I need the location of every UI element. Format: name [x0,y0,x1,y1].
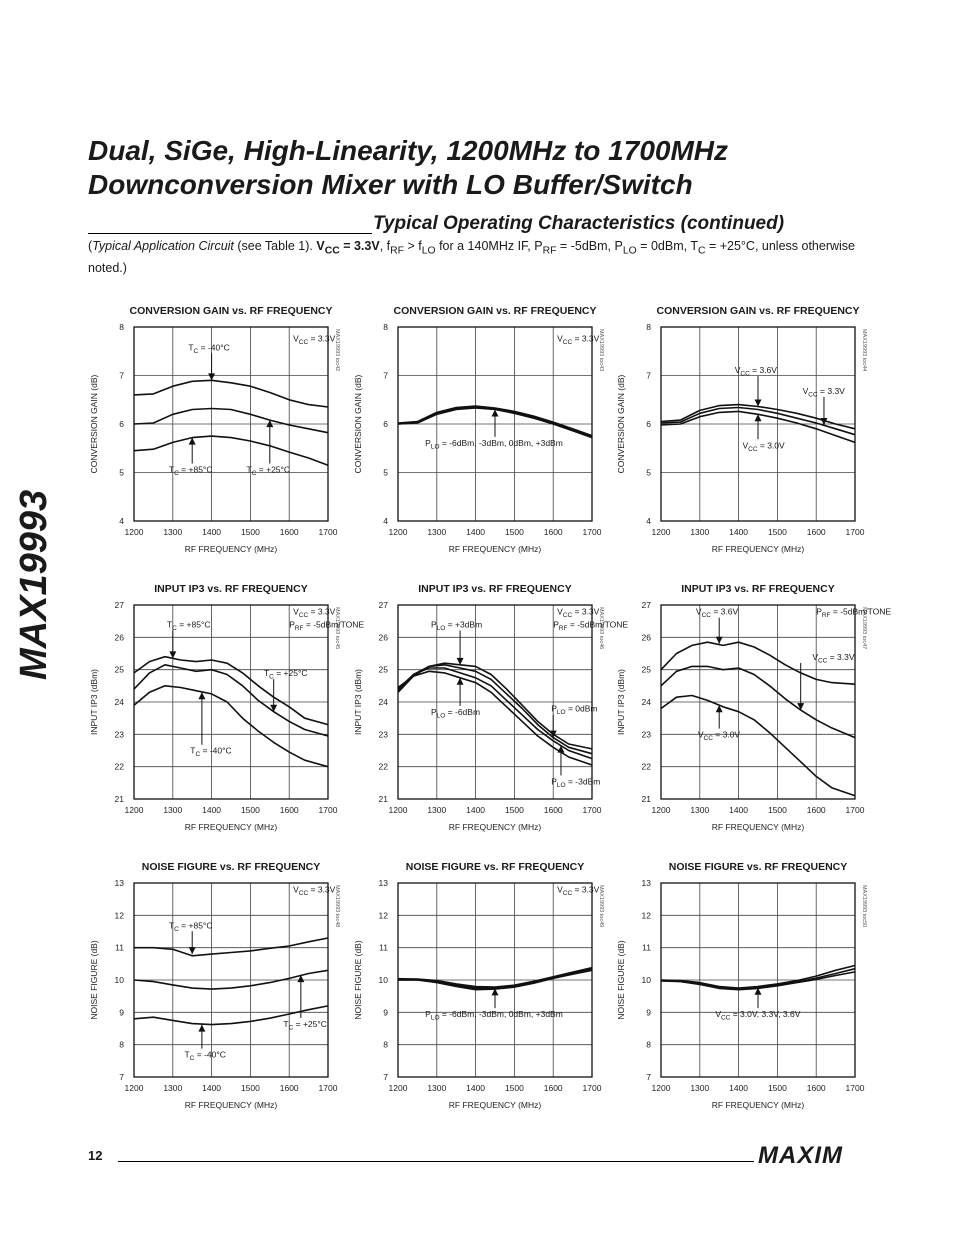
x-tick-label: 1400 [729,527,749,537]
chart-input-ip3-lo-power [349,578,639,848]
y-tick-label: 12 [114,910,124,921]
x-axis-label: RF FREQUENCY (MHz) [448,1100,542,1110]
annotation-label: $V_{CC} = 3.0V$ [742,440,785,453]
y-tick-label: 10 [641,975,651,985]
y-tick-label: 7 [119,1072,124,1082]
x-tick-label: 1600 [279,1083,299,1093]
y-tick-label: 9 [119,1007,124,1018]
x-tick-label: 1300 [163,527,183,537]
test-conditions: (Typical Application Circuit (see Table 1). $V_{CC} = 3.3V$, $f_{RF} > f_{LO}$ for a 140MHz IF, $P_{RF} = -5dBm$, $P_{LO} = 0dBm$, $T_C = +25^\circ C$, unless otherwise noted.) [88,239,856,275]
x-tick-label: 1400 [466,805,486,815]
y-tick-label: 24 [641,697,651,707]
x-tick-label: 1200 [124,805,144,815]
y-tick-label: 6 [383,419,388,429]
chart-conversion-gain-lo-power [349,300,639,570]
chart-svg [349,300,639,570]
x-tick-label: 1400 [202,527,222,537]
y-axis-label: CONVERSION GAIN (dB) [616,374,626,474]
figure-code: MAX19993 toc43 [598,329,604,372]
y-tick-label: 6 [119,419,124,429]
x-tick-label: 1300 [690,1083,710,1093]
y-tick-label: 23 [641,729,651,740]
x-tick-label: 1300 [163,1083,183,1093]
series-line [661,696,855,796]
chart-title: CONVERSION GAIN vs. RF FREQUENCY [656,305,860,317]
y-tick-label: 21 [114,794,124,804]
x-axis-label: RF FREQUENCY (MHz) [448,822,542,832]
y-tick-label: 26 [641,632,651,643]
x-axis-label: RF FREQUENCY (MHz) [184,1100,278,1110]
section-rule [88,233,372,234]
x-tick-label: 1400 [202,805,222,815]
chart-input-ip3-supply [612,578,902,848]
x-tick-label: 1200 [388,805,408,815]
series-line [398,968,592,987]
y-tick-label: 9 [383,1007,388,1018]
chart-title: CONVERSION GAIN vs. RF FREQUENCY [129,305,333,317]
annotation-label: $V_{CC} = 3.0V$ [697,729,741,743]
annotation-label: $P_{LO} = -6dBm$, -3dBm, 0dBm, +3dBm [425,1009,563,1022]
x-tick-label: 1400 [202,1083,222,1093]
x-tick-label: 1600 [806,1083,826,1093]
annotation-label: $V_{CC} = 3.3V$ [293,884,336,898]
y-tick-label: 8 [646,1039,651,1050]
annotation-label: $T_C = +25^\circ C$ [246,464,291,477]
y-tick-label: 12 [378,910,388,921]
x-tick-label: 1600 [279,527,299,537]
footer-rule [118,1161,754,1162]
y-tick-label: 27 [641,600,651,610]
y-tick-label: 8 [383,1039,388,1050]
x-tick-label: 1400 [466,1083,486,1093]
annotation-label: $T_C = +25^\circ C$ [263,668,308,681]
chart-title: INPUT IP3 vs. RF FREQUENCY [681,583,835,595]
chart-noise-figure-lo-power [349,856,639,1126]
x-tick-label: 1700 [582,805,602,815]
x-tick-label: 1700 [582,1083,602,1093]
y-tick-label: 7 [383,370,388,381]
annotation-arrowhead [198,692,205,699]
y-axis-label: NOISE FIGURE (dB) [616,940,626,1020]
y-tick-label: 9 [646,1007,651,1018]
series-line [134,380,328,407]
y-tick-label: 25 [378,664,388,675]
annotation-arrowhead [198,1025,205,1032]
x-tick-label: 1700 [582,527,602,537]
figure-code: MAX19993 toc49 [598,885,604,928]
y-tick-label: 11 [115,942,124,953]
annotation-arrowhead [189,947,196,954]
series-line [134,409,328,433]
chart-title: NOISE FIGURE vs. RF FREQUENCY [668,861,848,873]
y-tick-label: 8 [119,322,124,332]
x-tick-label: 1600 [543,527,563,537]
title-line-1: Dual, SiGe, High-Linearity, 1200MHz to 1700MHz [88,135,729,166]
annotation-label: $V_{CC} = 3.3V$ [802,385,845,399]
y-tick-label: 11 [642,942,651,953]
page-number: 12 [88,1148,103,1163]
y-axis-label: CONVERSION GAIN (dB) [353,374,363,474]
chart-svg [85,856,375,1126]
y-tick-label: 13 [114,878,124,888]
y-tick-label: 23 [114,729,124,740]
x-tick-label: 1600 [806,805,826,815]
chart-noise-figure-temperature [85,856,375,1126]
y-tick-label: 27 [378,600,388,610]
series-line [398,969,592,988]
document-title [88,134,928,202]
y-tick-label: 8 [119,1039,124,1050]
y-tick-label: 6 [646,419,651,429]
y-tick-label: 26 [114,632,124,643]
y-tick-label: 11 [379,942,388,953]
y-tick-label: 25 [114,664,124,675]
y-tick-label: 22 [641,761,651,772]
annotation-label: $P_{RF}$ = -5dBm/TONE [553,619,629,633]
x-axis-label: RF FREQUENCY (MHz) [711,822,805,832]
y-tick-label: 12 [641,910,651,921]
x-tick-label: 1600 [806,527,826,537]
x-tick-label: 1200 [124,527,144,537]
x-tick-label: 1200 [651,1083,671,1093]
x-axis-label: RF FREQUENCY (MHz) [711,1100,805,1110]
x-tick-label: 1400 [729,805,749,815]
figure-code: MAX19993 toc46 [598,607,604,650]
x-tick-label: 1500 [504,1083,524,1093]
x-tick-label: 1700 [318,527,338,537]
y-axis-label: INPUT IP3 (dBm) [353,669,363,735]
x-tick-label: 1300 [163,805,183,815]
y-tick-label: 5 [119,467,124,478]
x-tick-label: 1500 [240,527,260,537]
y-tick-label: 7 [646,370,651,381]
x-tick-label: 1200 [124,1083,144,1093]
y-tick-label: 5 [383,467,388,478]
chart-svg [612,578,902,848]
annotation-label: $V_{CC} = 3.3V$ [812,651,855,665]
annotation-label: $P_{LO} = 0dBm$ [551,703,598,717]
chart-svg [349,578,639,848]
x-tick-label: 1500 [767,1083,787,1093]
x-tick-label: 1400 [729,1083,749,1093]
chart-title: CONVERSION GAIN vs. RF FREQUENCY [393,305,597,317]
annotation-label: $P_{LO} = -6dBm$, -3dBm, 0dBm, +3dBm [425,437,563,451]
series-line [398,663,592,749]
y-tick-label: 5 [646,467,651,478]
x-tick-label: 1300 [690,527,710,537]
chart-title: INPUT IP3 vs. RF FREQUENCY [418,583,572,595]
x-tick-label: 1500 [767,527,787,537]
chart-svg [85,578,375,848]
series-line [134,436,328,465]
annotation-label: $T_C = +25^\circ C$ [283,1018,327,1032]
x-axis-label: RF FREQUENCY (MHz) [448,544,542,554]
x-tick-label: 1500 [240,1083,260,1093]
title-line-2: Downconversion Mixer with LO Buffer/Switch [88,169,693,200]
annotation-label: $V_{CC} = 3.3V$ [293,606,336,620]
figure-code: MAX19993 toc48 [334,885,340,928]
x-tick-label: 1300 [427,805,447,815]
x-tick-label: 1500 [504,527,524,537]
y-tick-label: 4 [646,516,651,526]
y-tick-label: 23 [378,729,388,740]
y-tick-label: 27 [114,600,124,610]
annotation-label: $V_{CC} = 3.3V$ [557,884,600,898]
chart-title: NOISE FIGURE vs. RF FREQUENCY [141,861,321,873]
chart-title: NOISE FIGURE vs. RF FREQUENCY [405,861,585,873]
y-axis-label: INPUT IP3 (dBm) [616,669,626,735]
section-title: Typical Operating Characteristics (continued) [373,213,785,234]
x-tick-label: 1200 [651,527,671,537]
x-tick-label: 1200 [388,1083,408,1093]
y-axis-label: INPUT IP3 (dBm) [89,669,99,735]
chart-input-ip3-temperature [85,578,375,848]
x-tick-label: 1600 [279,805,299,815]
annotation-label: $V_{CC} = 3.6V$ [695,606,739,620]
annotation-label: $P_{LO} = -3dBm$ [551,776,601,789]
y-tick-label: 26 [378,632,388,643]
annotation-label: $T_C = +85^\circ C$ [166,619,211,633]
annotation-label: $P_{RF}$ = -5dBm/TONE [816,606,892,620]
x-tick-label: 1700 [845,527,865,537]
x-tick-label: 1600 [543,1083,563,1093]
y-axis-label: NOISE FIGURE (dB) [353,940,363,1020]
y-tick-label: 24 [114,697,124,707]
chart-noise-figure-supply [612,856,902,1126]
chart-svg [349,856,639,1126]
figure-code: MAX19993 toc50 [861,885,867,928]
x-axis-label: RF FREQUENCY (MHz) [711,544,805,554]
x-tick-label: 1400 [466,527,486,537]
y-tick-label: 24 [378,697,388,707]
annotation-label: $T_C = -40^\circ C$ [188,342,230,355]
x-axis-label: RF FREQUENCY (MHz) [184,544,278,554]
y-tick-label: 7 [383,1072,388,1082]
x-tick-label: 1300 [427,1083,447,1093]
y-tick-label: 13 [378,878,388,888]
annotation-label: $V_{CC} = 3.3V$ [293,333,336,347]
annotation-label: $P_{RF}$ = -5dBm/TONE [289,619,365,633]
y-tick-label: 10 [114,975,124,985]
x-tick-label: 1200 [388,527,408,537]
chart-svg [612,300,902,570]
x-tick-label: 1700 [318,805,338,815]
annotation-label: $V_{CC} = 3.3V$ [557,606,600,620]
y-tick-label: 21 [378,794,388,804]
y-tick-label: 10 [378,975,388,985]
figure-code: MAX19993 toc42 [334,329,340,372]
x-tick-label: 1500 [767,805,787,815]
series-line [134,938,328,956]
y-tick-label: 7 [646,1072,651,1082]
chart-conversion-gain-supply [612,300,902,570]
y-tick-label: 4 [383,516,388,526]
y-tick-label: 7 [119,370,124,381]
annotation-label: $T_C = +85^\circ C$ [168,920,213,933]
maxim-logo: MAXIM [758,1142,843,1169]
x-axis-label: RF FREQUENCY (MHz) [184,822,278,832]
y-tick-label: 8 [383,322,388,332]
annotation-label: $V_{CC} = 3.6V$ [734,365,777,378]
y-tick-label: 25 [641,664,651,675]
y-tick-label: 8 [646,322,651,332]
series-line [134,657,328,725]
y-tick-label: 21 [641,794,651,804]
side-part-number: MAX19993 [13,489,55,680]
y-axis-label: NOISE FIGURE (dB) [89,940,99,1020]
x-tick-label: 1200 [651,805,671,815]
chart-conversion-gain-temperature [85,300,375,570]
x-tick-label: 1700 [845,1083,865,1093]
figure-code: MAX19993 toc47 [861,607,867,650]
x-tick-label: 1700 [318,1083,338,1093]
x-tick-label: 1600 [543,805,563,815]
annotation-label: $V_{CC} = 3.0V$, 3.3V, 3.6V [715,1009,801,1022]
y-axis-label: CONVERSION GAIN (dB) [89,374,99,474]
y-tick-label: 4 [119,516,124,526]
y-tick-label: 13 [641,878,651,888]
annotation-arrowhead [716,637,723,644]
x-tick-label: 1500 [240,805,260,815]
y-tick-label: 22 [114,761,124,772]
annotation-arrowhead [208,373,215,380]
annotation-label: $P_{LO} = +3dBm$ [430,619,483,633]
x-tick-label: 1500 [504,805,524,815]
y-tick-label: 22 [378,761,388,772]
annotation-label: $P_{LO} = -6dBm$ [430,706,481,720]
annotation-label: $T_C = -40^\circ C$ [190,745,232,759]
x-tick-label: 1300 [690,805,710,815]
annotation-label: $T_C = -40^\circ C$ [184,1049,226,1063]
figure-code: MAX19993 toc45 [334,607,340,650]
annotation-label: $T_C = +85^\circ C$ [168,464,213,477]
x-tick-label: 1300 [427,527,447,537]
figure-code: MAX19993 toc44 [861,329,867,372]
chart-svg [612,856,902,1126]
annotation-label: $V_{CC} = 3.3V$ [557,333,600,347]
chart-title: INPUT IP3 vs. RF FREQUENCY [154,583,308,595]
chart-svg [85,300,375,570]
x-tick-label: 1700 [845,805,865,815]
